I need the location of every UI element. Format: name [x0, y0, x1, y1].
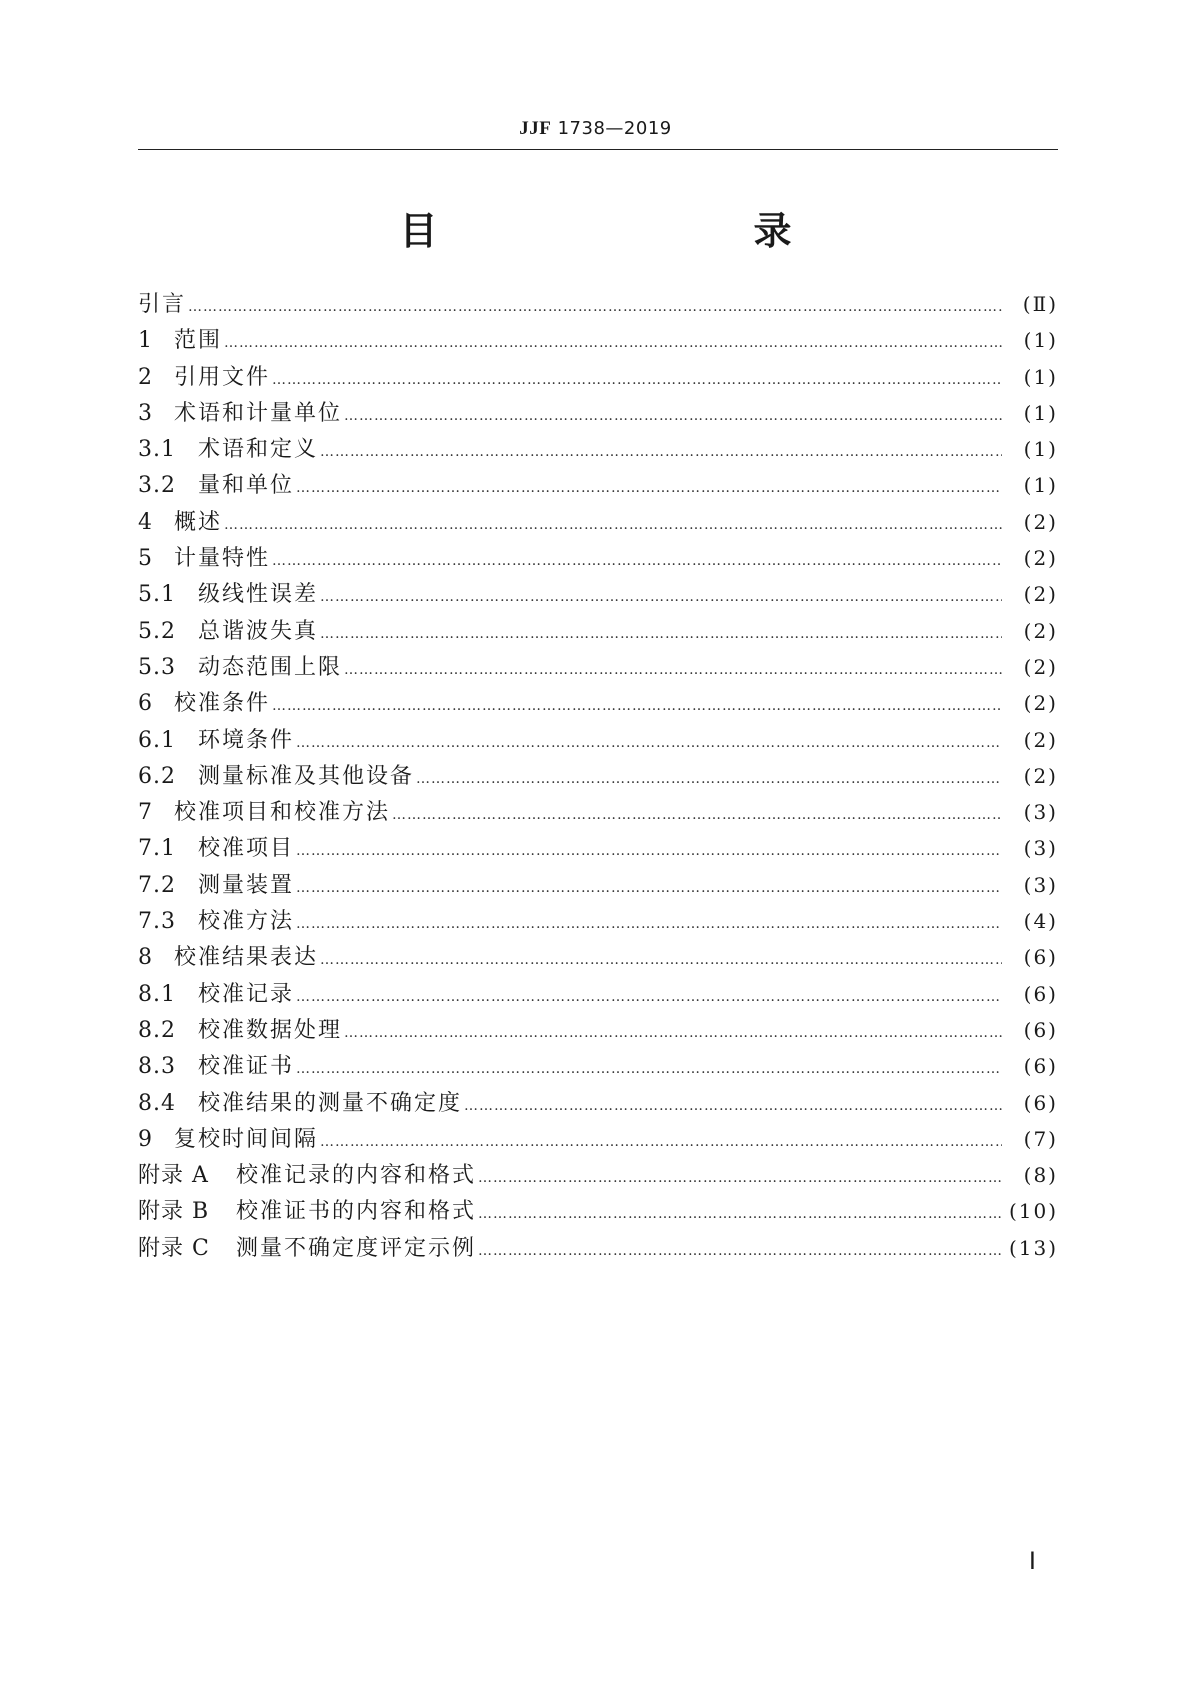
- toc-entry-label: 校准证书: [198, 1054, 295, 1080]
- toc-entry-label: 校准结果的测量不确定度: [198, 1090, 463, 1116]
- toc-leader-dots: [478, 1243, 1002, 1259]
- toc-entry-page: (2): [1023, 509, 1058, 534]
- toc-entry[interactable]: [138, 1122, 1058, 1158]
- standard-number: 1738—2019: [557, 118, 672, 139]
- toc-entry-number: 9: [138, 1126, 153, 1152]
- toc-entry-number: 7.2: [138, 872, 176, 898]
- toc-entry[interactable]: [138, 723, 1058, 759]
- toc-entry-page: (1): [1023, 400, 1058, 425]
- toc-leader-dots: [296, 916, 1002, 932]
- toc-entry-number: 8.2: [138, 1017, 176, 1043]
- toc-leader-dots: [464, 1098, 1002, 1114]
- toc-entry-label: 量和单位: [198, 473, 295, 499]
- toc-entry[interactable]: [138, 904, 1058, 940]
- toc-leader-dots: [296, 989, 1002, 1005]
- toc-entry[interactable]: [138, 541, 1058, 577]
- toc-leader-dots: [416, 771, 1002, 787]
- toc-entry-page: (3): [1023, 800, 1058, 825]
- toc-entry-label: 动态范围上限: [198, 654, 343, 680]
- toc-leader-dots: [478, 1170, 1002, 1186]
- toc-leader-dots: [320, 626, 1002, 642]
- toc-leader-dots: [344, 1025, 1002, 1041]
- toc-leader-dots: [188, 299, 1002, 315]
- toc-entry-label: 校准条件: [174, 691, 271, 717]
- toc-entry-label: 校准证书的内容和格式: [236, 1199, 477, 1225]
- toc-entry-label: 级线性误差: [198, 582, 319, 608]
- toc-entry-number: 7.3: [138, 909, 176, 935]
- toc-entry-number: 4: [138, 509, 153, 535]
- toc-entry-number: 5.3: [138, 654, 176, 680]
- toc-entry-number: 6.2: [138, 763, 176, 789]
- toc-entry[interactable]: [138, 505, 1058, 541]
- toc-entry-number: 6.1: [138, 727, 176, 753]
- toc-leader-dots: [320, 444, 1002, 460]
- toc-leader-dots: [296, 735, 1002, 751]
- toc-entry-page: (6): [1023, 1090, 1058, 1115]
- toc-leader-dots: [272, 553, 1002, 569]
- toc-leader-dots: [320, 589, 1002, 605]
- toc-entry[interactable]: [138, 1231, 1058, 1267]
- toc-entry-number: 8: [138, 945, 153, 971]
- toc-entry-label: 校准方法: [198, 909, 295, 935]
- toc-entry[interactable]: [138, 1013, 1058, 1049]
- toc-entry-label: 校准项目和校准方法: [174, 800, 391, 826]
- toc-entry-page: (1): [1023, 364, 1058, 389]
- toc-entry-number: 3.2: [138, 473, 176, 499]
- toc-entry-page: (1): [1023, 328, 1058, 353]
- toc-entry-page: (Ⅱ): [1022, 292, 1058, 316]
- toc-leader-dots: [344, 408, 1002, 424]
- toc-leader-dots: [224, 517, 1002, 533]
- toc-entry-page: (6): [1023, 1054, 1058, 1079]
- toc-leader-dots: [344, 662, 1002, 678]
- toc-entry-number: 8.4: [138, 1090, 176, 1116]
- toc-entry-page: (3): [1023, 872, 1058, 897]
- toc-entry-page: (2): [1023, 546, 1058, 571]
- toc-entry[interactable]: [138, 1158, 1058, 1194]
- toc-entry-page: (2): [1023, 582, 1058, 607]
- toc-entry-page: (7): [1023, 1126, 1058, 1151]
- toc-entry-page: (2): [1023, 654, 1058, 679]
- toc-leader-dots: [320, 952, 1002, 968]
- toc-entry-number: 7.1: [138, 836, 176, 862]
- toc-entry[interactable]: [138, 940, 1058, 976]
- toc-entry-page: (2): [1023, 763, 1058, 788]
- document-header: [0, 118, 1191, 140]
- toc-entry-number: 7: [138, 800, 153, 826]
- toc-entry-number: 5.2: [138, 618, 176, 644]
- toc-entry[interactable]: [138, 868, 1058, 904]
- toc-entry-number: 附录 C: [138, 1235, 210, 1261]
- toc-entry[interactable]: [138, 577, 1058, 613]
- toc-leader-dots: [296, 480, 1002, 496]
- toc-entry[interactable]: [138, 323, 1058, 359]
- page-number: Ⅰ: [1028, 1549, 1036, 1575]
- toc-entry[interactable]: [138, 650, 1058, 686]
- toc-entry-label: 术语和定义: [198, 437, 319, 463]
- toc-entry-page: (3): [1023, 836, 1058, 861]
- toc-entry-label: 测量标准及其他设备: [198, 763, 415, 789]
- toc-entry-number: 8.1: [138, 981, 176, 1007]
- toc-entry[interactable]: [138, 795, 1058, 831]
- toc-entry-page: (6): [1023, 981, 1058, 1006]
- toc-leader-dots: [224, 335, 1002, 351]
- toc-entry-page: (6): [1023, 945, 1058, 970]
- toc-entry-label: 校准项目: [198, 836, 295, 862]
- toc-entry-label: 引用文件: [174, 364, 271, 390]
- toc-entry[interactable]: [138, 360, 1058, 396]
- toc-entry[interactable]: [138, 831, 1058, 867]
- toc-entry-label: 校准记录的内容和格式: [236, 1163, 477, 1189]
- toc-entry-label: 校准记录: [198, 981, 295, 1007]
- toc-leader-dots: [320, 1134, 1002, 1150]
- toc-entry[interactable]: [138, 686, 1058, 722]
- toc-entry-label: 复校时间间隔: [174, 1126, 319, 1152]
- header-divider: [138, 149, 1058, 150]
- toc-entry[interactable]: [138, 614, 1058, 650]
- toc-entry-page: (1): [1023, 437, 1058, 462]
- toc-entry-number: 3.1: [138, 437, 176, 463]
- toc-entry-label: 术语和计量单位: [174, 400, 343, 426]
- toc-entry-label: 校准数据处理: [198, 1017, 343, 1043]
- toc-leader-dots: [478, 1206, 1002, 1222]
- toc-entry[interactable]: [138, 1086, 1058, 1122]
- toc-entry-label: 引言: [138, 292, 187, 317]
- toc-entry[interactable]: [138, 977, 1058, 1013]
- toc-entry-label: 计量特性: [174, 546, 271, 572]
- toc-entry-number: 5.1: [138, 582, 176, 608]
- toc-leader-dots: [272, 698, 1002, 714]
- toc-entry-number: 5: [138, 546, 153, 572]
- toc-entry-number: 附录 B: [138, 1199, 210, 1225]
- toc-entry[interactable]: [138, 396, 1058, 432]
- toc-entry-number: 3: [138, 400, 153, 426]
- toc-entry[interactable]: [138, 432, 1058, 468]
- toc-entry-label: 环境条件: [198, 727, 295, 753]
- toc-entry[interactable]: [138, 287, 1058, 323]
- toc-entry-page: (10): [1008, 1199, 1058, 1224]
- standard-code: JJF: [519, 118, 552, 139]
- toc-entry-label: 概述: [174, 509, 223, 535]
- toc-entry-page: (13): [1008, 1235, 1058, 1260]
- toc-entry-number: 2: [138, 364, 153, 390]
- toc-entry-page: (2): [1023, 727, 1058, 752]
- toc-entry-page: (6): [1023, 1017, 1058, 1042]
- toc-entry[interactable]: [138, 468, 1058, 504]
- toc-entry-page: (1): [1023, 473, 1058, 498]
- table-of-contents: [138, 287, 1058, 1267]
- toc-entry-number: 8.3: [138, 1054, 176, 1080]
- toc-leader-dots: [296, 880, 1002, 896]
- toc-entry-label: 总谐波失真: [198, 618, 319, 644]
- toc-entry-label: 测量装置: [198, 872, 295, 898]
- toc-entry-number: 附录 A: [138, 1163, 209, 1189]
- toc-entry-number: 1: [138, 328, 153, 354]
- toc-entry-number: 6: [138, 691, 153, 717]
- toc-entry[interactable]: [138, 1194, 1058, 1230]
- toc-leader-dots: [296, 1061, 1002, 1077]
- toc-entry-label: 范围: [174, 328, 223, 354]
- toc-entry-label: 测量不确定度评定示例: [236, 1235, 477, 1261]
- toc-entry-page: (8): [1023, 1163, 1058, 1188]
- page-title: 目 录: [399, 209, 872, 253]
- toc-entry-label: 校准结果表达: [174, 945, 319, 971]
- toc-entry-page: (4): [1023, 909, 1058, 934]
- toc-leader-dots: [272, 372, 1002, 388]
- toc-entry-page: (2): [1023, 691, 1058, 716]
- toc-entry[interactable]: [138, 1049, 1058, 1085]
- toc-leader-dots: [392, 807, 1002, 823]
- toc-entry[interactable]: [138, 759, 1058, 795]
- toc-entry-page: (2): [1023, 618, 1058, 643]
- toc-leader-dots: [296, 843, 1002, 859]
